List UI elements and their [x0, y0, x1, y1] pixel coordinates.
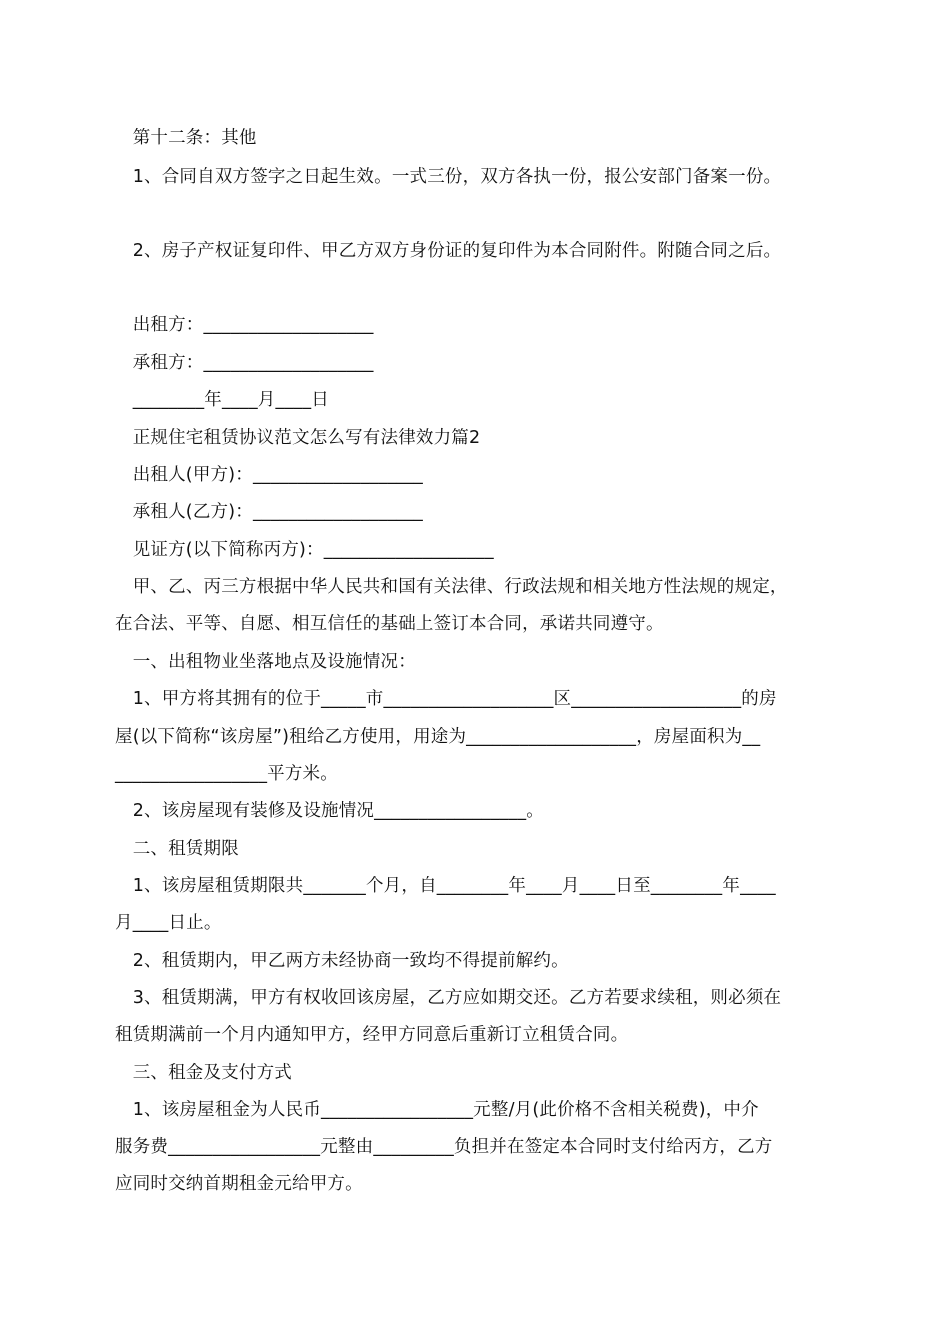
clause-text: 1、合同自双方签字之日起生效。一式三份，双方各执一份，报公安部门备案一份。	[115, 167, 782, 187]
paragraph-line: 服务费_________________元整由_________负担并在签定本合同时支付给丙方，乙方	[115, 1137, 773, 1157]
section-heading: 三、租金及支付方式	[115, 1063, 292, 1083]
paragraph-line: 1、甲方将其拥有的位于_____市___________________区___________________的房	[115, 689, 777, 709]
document-subtitle: 正规住宅租赁协议范文怎么写有法律效力篇2	[115, 428, 481, 448]
paragraph-line: 3、租赁期满，甲方有权收回该房屋，乙方应如期交还。乙方若要求续租，则必须在	[115, 988, 782, 1008]
paragraph-line: 租赁期满前一个月内通知甲方，经甲方同意后重新订立租赁合同。	[115, 1025, 629, 1045]
party-field: 承租人(乙方)：___________________	[115, 502, 424, 522]
signature-field: 承租方：___________________	[115, 353, 374, 373]
paragraph-line: 1、该房屋租金为人民币_________________元整/月(此价格不含相关税费)，中介	[115, 1100, 759, 1120]
clause-text: 2、房子产权证复印件、甲乙方双方身份证的复印件为本合同附件。附随合同之后。	[115, 241, 782, 261]
section-heading: 一、出租物业坐落地点及设施情况：	[115, 652, 416, 672]
paragraph-line: 应同时交纳首期租金元给甲方。	[115, 1174, 363, 1194]
party-field: 见证方(以下简称丙方)：___________________	[115, 540, 494, 560]
paragraph-line: 2、该房屋现有装修及设施情况_________________。	[115, 801, 544, 821]
article-heading: 第十二条：其他	[115, 128, 257, 148]
paragraph-line: 2、租赁期内，甲乙两方未经协商一致均不得提前解约。	[115, 951, 569, 971]
paragraph-line: 月____日止。	[115, 913, 222, 933]
signature-field: 出租方：___________________	[115, 315, 374, 335]
paragraph-line: 1、该房屋租赁期限共_______个月，自________年____月____日至________年____	[115, 876, 776, 896]
paragraph-line: 在合法、平等、自愿、相互信任的基础上签订本合同，承诺共同遵守。	[115, 614, 664, 634]
date-field: ________年____月____日	[115, 390, 329, 410]
paragraph-line: _________________平方米。	[115, 764, 338, 784]
paragraph-line: 屋(以下简称“该房屋”)租给乙方使用，用途为___________________，房屋面积为__	[115, 727, 761, 747]
section-heading: 二、租赁期限	[115, 839, 239, 859]
paragraph-line: 甲、乙、丙三方根据中华人民共和国有关法律、行政法规和相关地方性法规的规定，	[115, 577, 788, 597]
party-field: 出租人(甲方)：___________________	[115, 465, 424, 485]
